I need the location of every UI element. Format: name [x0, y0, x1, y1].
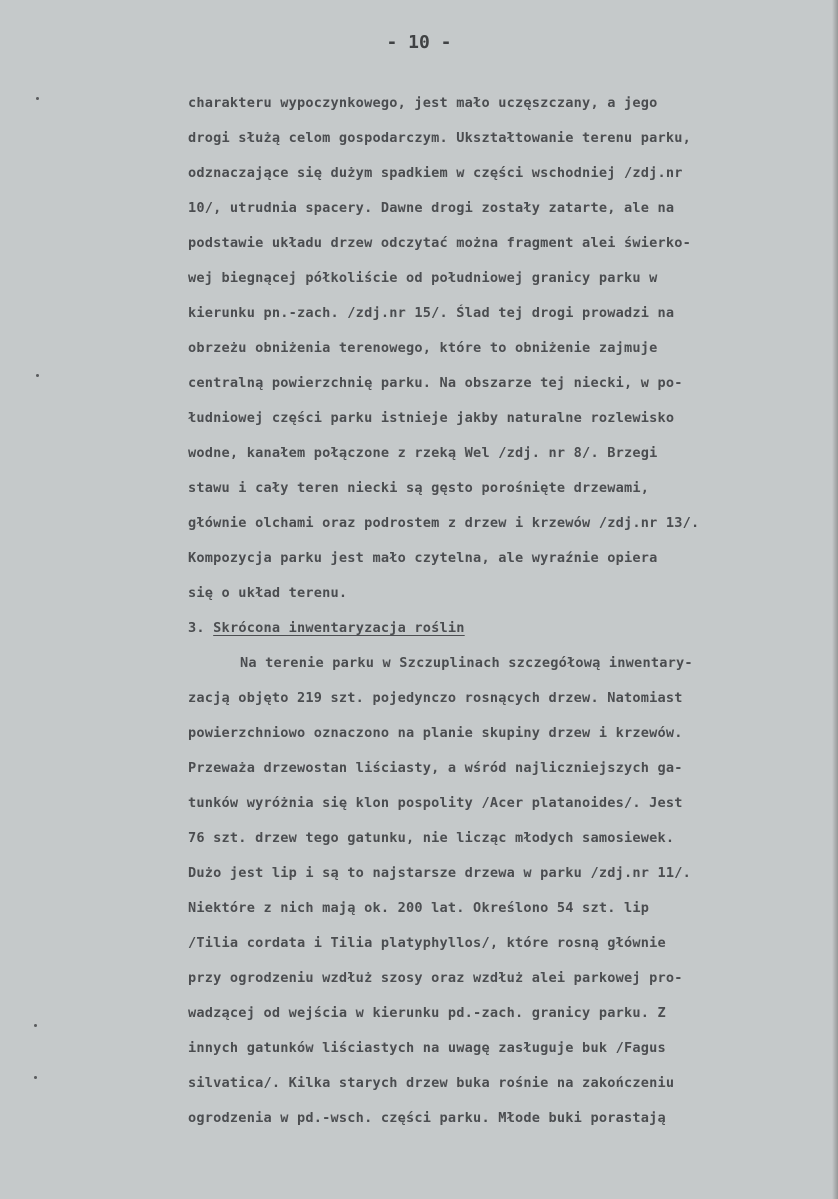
text-line: wodne, kanałem połączone z rzeką Wel /zdj. nr 8/. Brzegi: [188, 445, 658, 461]
text-line: kierunku pn.-zach. /zdj.nr 15/. Ślad tej drogi prowadzi na: [188, 305, 675, 321]
text-line: centralną powierzchnię parku. Na obszarze tej niecki, w po-: [188, 375, 683, 391]
text-line: łudniowej części parku istnieje jakby naturalne rozlewisko: [188, 410, 675, 426]
text-line: 76 szt. drzew tego gatunku, nie licząc młodych samosiewek.: [188, 830, 675, 846]
text-line: ogrodzenia w pd.-wsch. części parku. Młode buki porastają: [188, 1110, 666, 1126]
page-edge-shadow: [832, 0, 838, 1199]
margin-mark: [34, 1024, 37, 1027]
text-line: tunków wyróżnia się klon pospolity /Acer platanoides/. Jest: [188, 795, 683, 811]
text-line: wej biegnącej półkoliście od południowej granicy parku w: [188, 270, 658, 286]
text-line: zacją objęto 219 szt. pojedynczo rosnących drzew. Natomiast: [188, 690, 683, 706]
text-line: głównie olchami oraz podrostem z drzew i krzewów /zdj.nr 13/.: [188, 515, 700, 531]
text-line: odznaczające się dużym spadkiem w części wschodniej /zdj.nr: [188, 165, 683, 181]
text-line: obrzeżu obniżenia terenowego, które to obniżenie zajmuje: [188, 340, 658, 356]
text-line: przy ogrodzeniu wzdłuż szosy oraz wzdłuż alei parkowej pro-: [188, 970, 683, 986]
text-line: powierzchniowo oznaczono na planie skupiny drzew i krzewów.: [188, 725, 683, 741]
text-line: stawu i cały teren niecki są gęsto porośnięte drzewami,: [188, 480, 650, 496]
section-heading: [188, 617, 828, 652]
margin-mark: [34, 1076, 37, 1079]
text-line: podstawie układu drzew odczytać można fragment alei świerko-: [188, 235, 692, 251]
text-line: Niektóre z nich mają ok. 200 lat. Określono 54 szt. lip: [188, 900, 650, 916]
text-line: wadzącej od wejścia w kierunku pd.-zach. granicy parku. Z: [188, 1005, 666, 1021]
text-line: charakteru wypoczynkowego, jest mało uczęszczany, a jego: [188, 95, 658, 111]
text-line: /Tilia cordata i Tilia platyphyllos/, które rosną głównie: [188, 935, 666, 951]
text-line: Przeważa drzewostan liściasty, a wśród najliczniejszych ga-: [188, 760, 683, 776]
text-line: Kompozycja parku jest mało czytelna, ale wyraźnie opiera: [188, 550, 658, 566]
section-title: Skrócona inwentaryzacja roślin: [213, 620, 465, 636]
section-number: 3.: [188, 620, 205, 636]
text-line: silvatica/. Kilka starych drzew buka rośnie na zakończeniu: [188, 1075, 675, 1091]
text-line: się o układ terenu.: [188, 585, 348, 601]
text-line: Na terenie parku w Szczuplinach szczegółową inwentary-: [240, 655, 693, 671]
text-line: Dużo jest lip i są to najstarsze drzewa w parku /zdj.nr 11/.: [188, 865, 692, 881]
page-number: - 10 -: [386, 32, 452, 53]
margin-mark: [36, 374, 39, 377]
document-body: [188, 92, 828, 1142]
text-line: 10/, utrudnia spacery. Dawne drogi zostały zatarte, ale na: [188, 200, 675, 216]
margin-mark: [36, 97, 39, 100]
text-line: innych gatunków liściastych na uwagę zasługuje buk /Fagus: [188, 1040, 666, 1056]
text-line: drogi służą celom gospodarczym. Ukształtowanie terenu parku,: [188, 130, 692, 146]
